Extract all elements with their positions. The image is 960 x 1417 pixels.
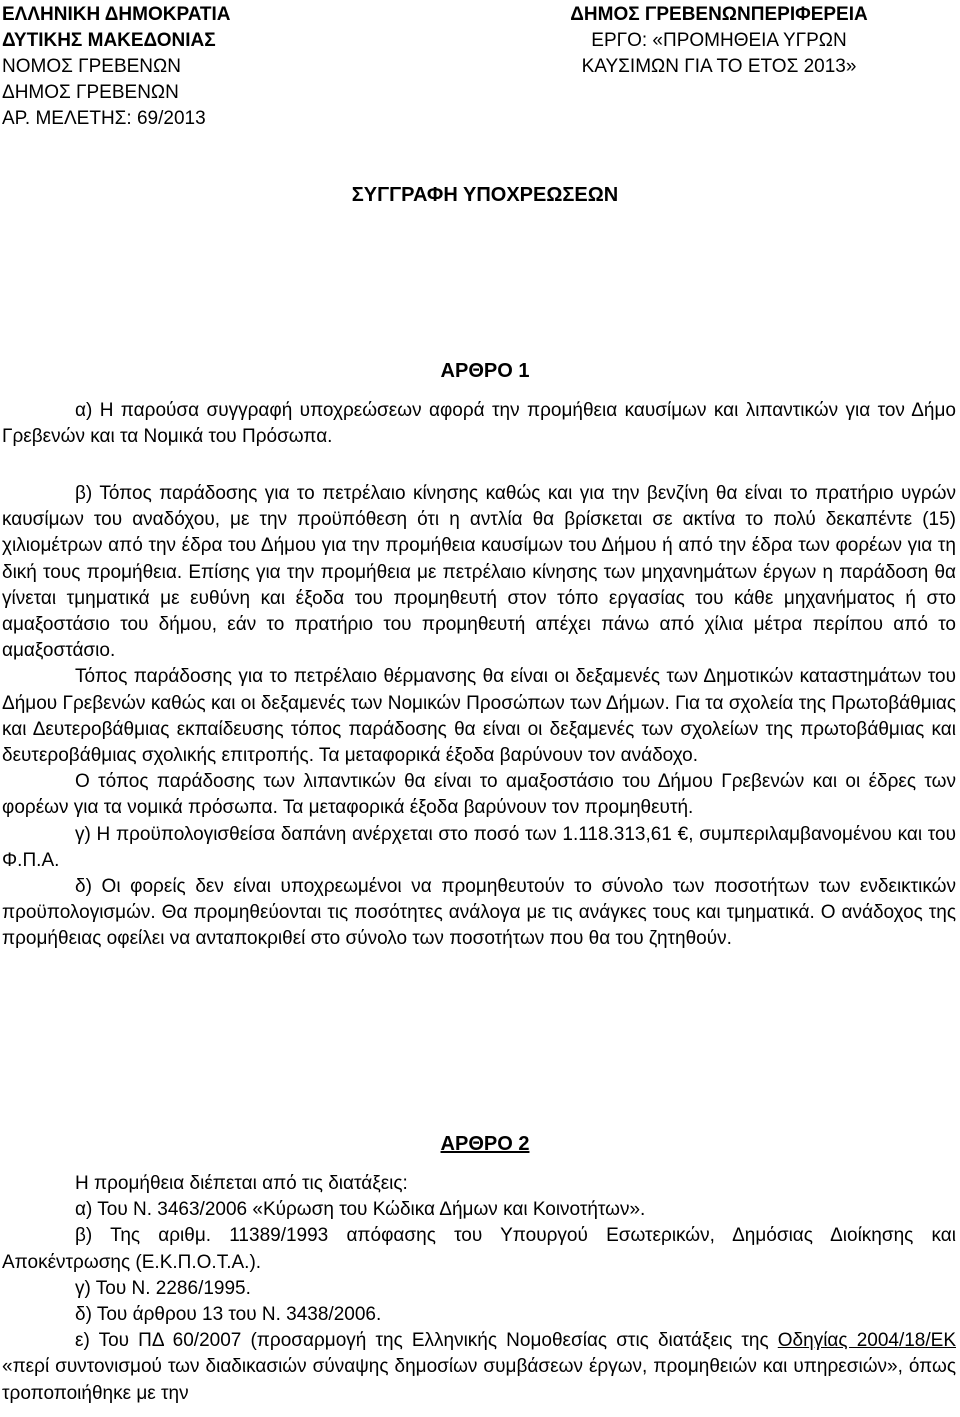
article-2-item-c: γ) Του Ν. 2286/1995.	[75, 1277, 251, 1299]
header-right-line-1: ΔΗΜΟΣ ΓΡΕΒΕΝΩΝΠΕΡΙΦΕΡΕΙΑ	[570, 4, 868, 25]
header-left-line-2: ΔΥΤΙΚΗΣ ΜΑΚΕΔΟΝΙΑΣ	[2, 30, 216, 51]
article-2-title: ΑΡΘΡΟ 2	[440, 1133, 530, 1155]
article-2-body	[2, 1171, 956, 1407]
article-1-body	[2, 398, 956, 450]
article-2-item-e-post: «περί συντονισμού των διαδικασιών σύναψης δημοσίων συμβάσεων έργων, προμηθειών και υπηρεσιών», όπως τροποποιήθηκε με την	[2, 1356, 956, 1404]
directive-reference: Οδηγίας 2004/18/ΕΚ	[777, 1330, 956, 1352]
article-1-para-c: γ) Η προϋπολογισθείσα δαπάνη ανέρχεται στο ποσό των 1.118.313,61 €, συμπεριλαμβανομένου και του Φ.Π.Α.	[2, 823, 956, 871]
header-right-line-3: ΚΑΥΣΙΜΩΝ ΓΙΑ ΤΟ ΕΤΟΣ 2013»	[581, 56, 857, 77]
article-1-title: ΑΡΘΡΟ 1	[440, 360, 530, 382]
article-2-item-d: δ) Του άρθρου 13 του Ν. 3438/2006.	[75, 1304, 382, 1326]
article-2-item-e-pre: ε) Του ΠΔ 60/2007 (προσαρμογή της Ελληνικής Νομοθεσίας στις διατάξεις της	[75, 1330, 769, 1352]
header-right-line-2: ΕΡΓΟ: «ΠΡΟΜΗΘΕΙΑ ΥΓΡΩΝ	[591, 30, 847, 51]
article-1-para-a: α) Η παρούσα συγγραφή υποχρεώσεων αφορά την προμήθεια καυσίμων και λιπαντικών για τον Δήμο Γρεβενών και τα Νομικά του Πρόσωπα.	[2, 400, 956, 448]
header-left-line-3: ΝΟΜΟΣ ΓΡΕΒΕΝΩΝ	[2, 56, 181, 77]
header-left-line-1: ΕΛΛΗΝΙΚΗ ΔΗΜΟΚΡΑΤΙΑ	[2, 4, 231, 25]
article-2-intro: Η προμήθεια διέπεται από τις διατάξεις:	[75, 1173, 408, 1194]
article-2-item-a: α) Του Ν. 3463/2006 «Κύρωση του Κώδικα Δήμων και Κοινοτήτων».	[75, 1199, 646, 1221]
article-2-item-b: β) Της αριθμ. 11389/1993 απόφασης του Υπουργού Εσωτερικών, Δημόσιας Διοίκησης και Αποκέντρωσης (Ε.Κ.Π.Ο.Τ.Α.).	[2, 1225, 956, 1273]
article-1-body-2	[2, 481, 956, 953]
article-1-para-b3: Ο τόπος παράδοσης των λιπαντικών θα είναι το αμαξοστάσιο του Δήμου Γρεβενών και οι έδρες των φορέων για τα νομικά πρόσωπα. Τα μεταφορικά έξοδα βαρύνουν τον προμηθευτή.	[2, 771, 956, 819]
article-1-para-b2: Τόπος παράδοσης για το πετρέλαιο θέρμανσης θα είναι οι δεξαμενές των Δημοτικών καταστημάτων του Δήμου Γρεβενών καθώς και οι δεξαμενές των Νομικών Προσώπων των Δήμων. Για τα σχολεία της Πρωτοβάθμιας και Δευτεροβάθμιας εκπαίδευσης τόπος παράδοσης θα είναι οι δεξαμενές των σχολείων της πρωτοβάθμιας και δευτεροβάθμιας σχολικής επιτροπής. Τα μεταφορικά έξοδα βαρύνουν τον ανάδοχο.	[2, 666, 956, 767]
header-right	[484, 2, 954, 80]
header-left-line-5: ΑΡ. ΜΕΛΕΤΗΣ: 69/2013	[2, 108, 206, 129]
document-title: ΣΥΓΓΡΑΦΗ ΥΠΟΧΡΕΩΣΕΩΝ	[351, 184, 619, 206]
article-1-para-b: β) Τόπος παράδοσης για το πετρέλαιο κίνησης καθώς και για την βενζίνη θα είναι το πρατήριο υγρών καυσίμων του αναδόχου, με την προϋπόθεση ότι η αντλία θα βρίσκεται σε ακτίνα το πολύ δεκαπέντε (15) χιλιομέτρων από την έδρα του Δήμου για την προμήθεια καυσίμων του Δήμου ή από την έδρα των φορέων για τη δική τους προμήθεια. Επίσης για την προμήθεια με πετρέλαιο κίνησης των μηχανημάτων έργων η παράδοση θα γίνεται τμηματικά με ευθύνη και έξοδα του προμηθευτή στον τόπο εργασίας του κάθε μηχανήματος ή στο αμαξοστάσιο του δήμου, εάν το πρατήριο του προμηθευτή απέχει πάνω από χίλια μέτρα περίπου από το αμαξοστάσιο.	[2, 483, 956, 662]
article-2-item-e	[2, 1328, 956, 1407]
header-left-line-4: ΔΗΜΟΣ ΓΡΕΒΕΝΩΝ	[2, 82, 179, 103]
article-1-para-d: δ) Οι φορείς δεν είναι υποχρεωμένοι να προμηθευτούν το σύνολο των ποσοτήτων των ενδεικτικών προϋπολογισμών. Θα προμηθεύονται τις ποσότητες ανάλογα με τις ανάγκες τους και τμηματικά. Ο ανάδοχος της προμήθειας οφείλει να ανταποκριθεί στο σύνολο των ποσοτήτων που θα του ζητηθούν.	[2, 876, 956, 950]
header-left	[2, 2, 230, 132]
